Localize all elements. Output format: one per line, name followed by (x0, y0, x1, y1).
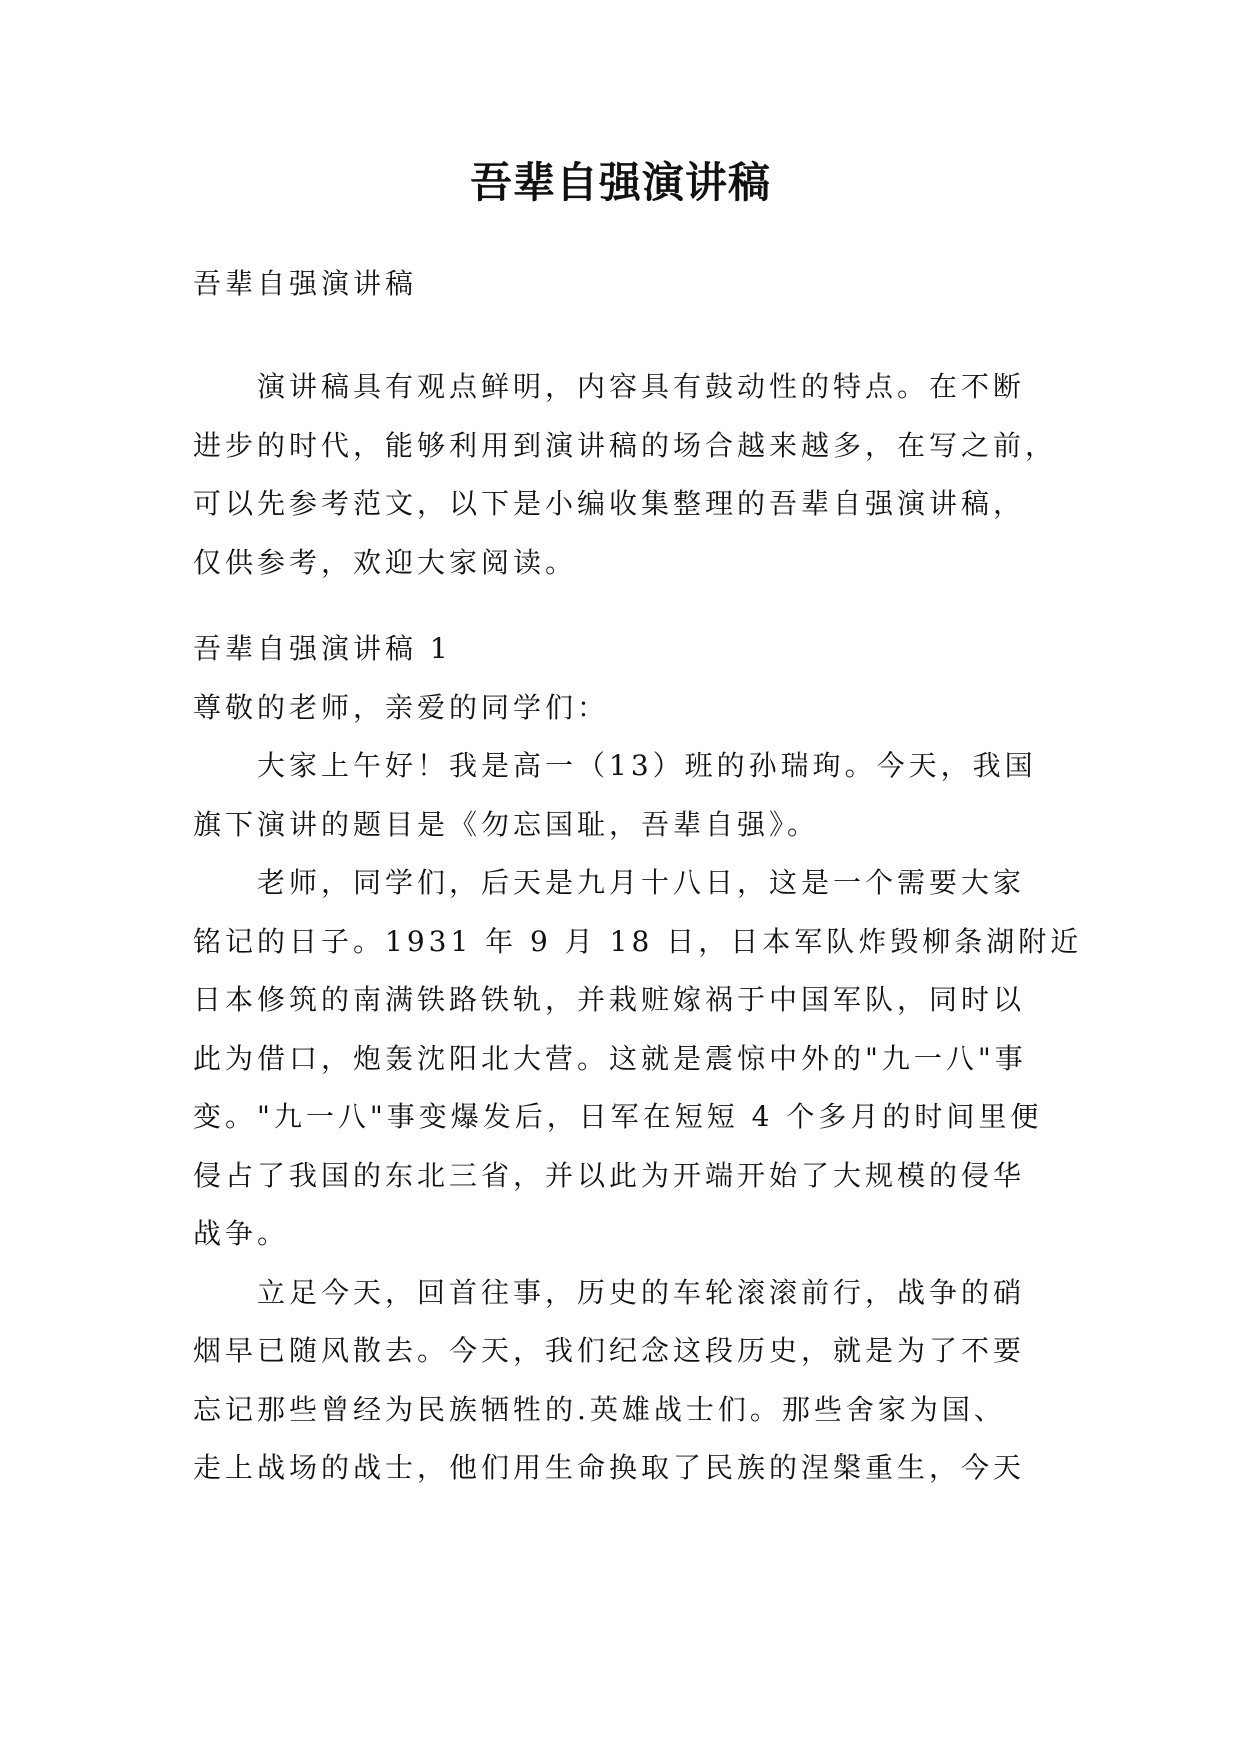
para2-line: 老师，同学们，后天是九月十八日，这是一个需要大家 (257, 866, 1026, 899)
intro-line: 进步的时代，能够利用到演讲稿的场合越来越多，在写之前， (193, 428, 1058, 462)
intro-paragraph (193, 358, 1058, 592)
section-heading: 吾辈自强演讲稿 1 (193, 632, 452, 665)
para3-line: 立足今天，回首往事，历史的车轮滚滚前行，战争的硝 (257, 1275, 1026, 1309)
para1-line: 大家上午好！我是高一（13）班的孙瑞珣。今天，我国 (257, 749, 1037, 782)
para2-line: 侵占了我国的东北三省，并以此为开端开始了大规模的侵华 (193, 1158, 1026, 1192)
para3-line: 走上战场的战士，他们用生命换取了民族的涅槃重生，今天 (193, 1451, 1026, 1484)
intro-line: 可以先参考范文，以下是小编收集整理的吾辈自强演讲稿， (193, 487, 1026, 520)
para3-line: 忘记那些曾经为民族牺牲的.英雄战士们。那些舍家为国、 (193, 1392, 1006, 1426)
para2-line: 日本修筑的南满铁路铁轨，并栽赃嫁祸于中国军队，同时以 (193, 983, 1026, 1016)
para2-line: 战争。 (193, 1217, 290, 1250)
para2-line: 变。"九一八"事变爆发后，日军在短短 4 个多月的时间里便 (193, 1100, 1043, 1133)
para3-line: 烟早已随风散去。今天，我们纪念这段历史，就是为了不要 (193, 1334, 1026, 1367)
document-title: 吾辈自强演讲稿 (469, 158, 771, 207)
para2-line: 铭记的日子。1931 年 9 月 18 日，日本军队炸毁柳条湖附近 (193, 924, 1083, 958)
intro-line: 仅供参考，欢迎大家阅读。 (193, 545, 578, 579)
speech-body (193, 620, 1083, 1498)
subtitle-block (193, 255, 1055, 314)
salutation: 尊敬的老师，亲爱的同学们： (193, 690, 610, 724)
subtitle: 吾辈自强演讲稿 (193, 267, 418, 300)
para2-line: 此为借口，炮轰沈阳北大营。这就是震惊中外的"九一八"事 (193, 1041, 1027, 1075)
para1-line: 旗下演讲的题目是《勿忘国耻，吾辈自强》。 (193, 807, 820, 841)
intro-line: 演讲稿具有观点鲜明，内容具有鼓动性的特点。在不断 (257, 370, 1026, 403)
